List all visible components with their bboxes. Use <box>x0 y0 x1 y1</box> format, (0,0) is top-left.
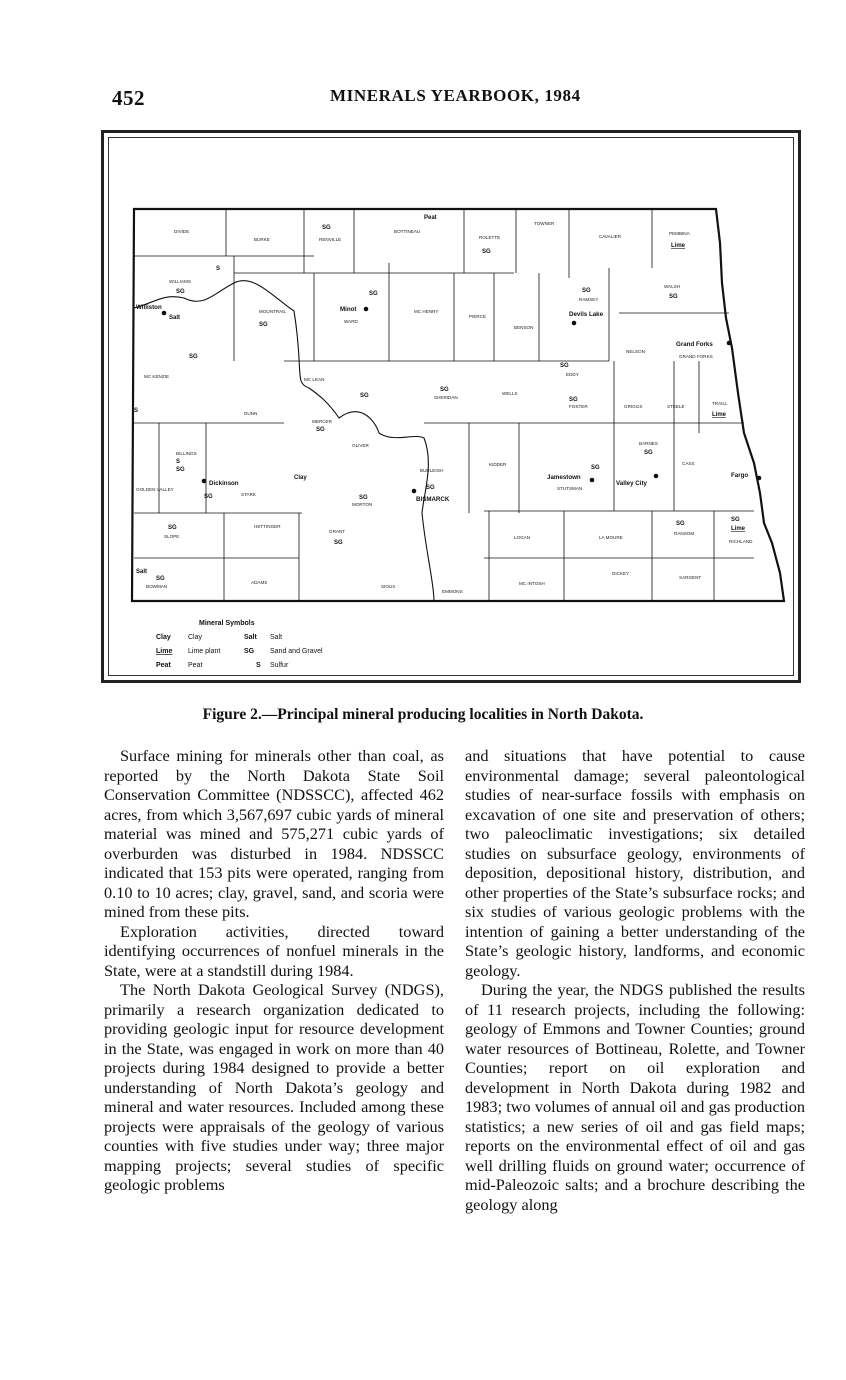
symbol-sg-mclean: SG <box>360 393 369 399</box>
symbol-sg-sheridan: SG <box>440 387 449 393</box>
county-foster: FOSTER <box>569 404 588 409</box>
symbol-salt-bowman: Salt <box>136 569 148 575</box>
county-mckenzie: MC KENZIE <box>144 374 170 379</box>
symbol-sg-rolette: SG <box>482 249 491 255</box>
symbol-sg-ramsey: SG <box>582 288 591 294</box>
city-marker-fargo <box>757 476 762 481</box>
county-bottineau: BOTTINEAU <box>394 229 421 234</box>
county-towner: TOWNER <box>534 221 555 226</box>
county-grant: GRANT <box>329 529 346 534</box>
county-traill: TRAILL <box>712 401 728 406</box>
county-richland: RICHLAND <box>729 539 753 544</box>
legend-label-clay: Clay <box>188 634 203 641</box>
state-outline <box>132 209 784 601</box>
symbol-clay-morton: Clay <box>294 475 307 481</box>
legend-label-s: Sulfur <box>270 662 289 669</box>
paragraph: Surface mining for minerals other than coal, as reported by the North Dakota State Soil Conservation Committee (NDSSCC), affected 462 acres, from which 3,567,697 cubic yards of mineral material was mined and 575,271 cubic yards of overburden was disturbed in 1984. NDSSCC indicated that 153 pits were operated, ranging from 0.10 to 10 acres; clay, gravel, sand, and scoria were mined from these pits. <box>104 746 444 921</box>
running-head: MINERALS YEARBOOK, 1984 <box>330 86 581 105</box>
county-ransom: RANSOM <box>674 531 695 536</box>
county-dickey: DICKEY <box>612 571 630 576</box>
symbol-sg-foster: SG <box>569 397 578 403</box>
county-billings: BILLINGS <box>176 451 197 456</box>
symbol-sg-stark: SG <box>204 494 213 500</box>
paragraph: Exploration activities, directed toward identifying occurrences of nonfuel minerals in the State, were at a standstill during 1984. <box>104 921 444 980</box>
county-golden-valley: GOLDEN VALLEY <box>136 487 174 492</box>
county-walsh: WALSH <box>664 284 681 289</box>
city-fargo: Fargo <box>731 472 749 479</box>
symbol-sg-ward: SG <box>369 291 378 297</box>
county-steele: STEELE <box>667 404 685 409</box>
paragraph: During the year, the NDGS published the results of 11 research projects, including the following: geology of Emmons and Towner Counties; ground water resources of Bottineau, Rolette, and Towner Counties; report on oil exploration and development in North Dakota during 1982 and 1983; two volumes of annual oil and gas production statistics; a new series of oil and gas field maps; reports on the environmental effect of oil and gas well drilling fluids on ground water; occurrence of mid-Paleozoic salts; and a brochure describing the geology along <box>465 980 805 1214</box>
county-wells: WELLS <box>502 391 518 396</box>
legend-label-lime: Lime plant <box>188 648 221 655</box>
county-eddy: EDDY <box>566 372 579 377</box>
city-jamestown: Jamestown <box>547 474 581 481</box>
county-mclean: MC LEAN <box>304 377 325 382</box>
city-marker-williston <box>162 311 167 316</box>
legend <box>156 620 323 669</box>
legend-label-sg: Sand and Gravel <box>270 648 323 655</box>
symbol-peat-bottineau: Peat <box>424 215 437 221</box>
county-ramsey: RAMSEY <box>579 297 599 302</box>
page-number: 452 <box>112 86 145 110</box>
symbol-sg-burleigh: SG <box>426 485 435 491</box>
county-nelson: NELSON <box>626 349 645 354</box>
county-pierce: PIERCE <box>469 314 487 319</box>
county-burleigh: BURLEIGH <box>420 468 444 473</box>
city-grand-forks: Grand Forks <box>676 341 713 348</box>
paragraph: and situations that have potential to cause environmental damage; several paleontological studies of near-surface fossils with emphasis on excavation of one site and preservation of others; two paleoclimatic investigations; six detailed studies on subsurface geology, environments of deposition, depositional history, distribution, and other properties of the State’s subsurface rocks; and six studies of various geologic problems with the intention of gaining a better understanding of the State’s geologic history, landforms, and economic geology. <box>465 746 805 980</box>
legend-symbol-peat: Peat <box>156 662 171 669</box>
county-burke: BURKE <box>254 237 270 242</box>
county-barnes: BARNES <box>639 441 658 446</box>
county-renville: RENVILLE <box>319 237 342 242</box>
symbol-sg-renville: SG <box>322 225 331 231</box>
legend-title: Mineral Symbols <box>199 620 255 627</box>
symbol-sg-ransom: SG <box>676 521 685 527</box>
city-williston: Williston <box>136 304 162 311</box>
county-hettinger: HETTINGER <box>254 524 281 529</box>
legend-symbol-lime: Lime <box>156 648 173 655</box>
county-mcintosh: MC INTOSH <box>519 581 545 586</box>
symbol-sg-richland: SG <box>731 517 740 523</box>
symbol-sg-williams: SG <box>176 289 185 295</box>
symbol-sg-barnes: SG <box>644 450 653 456</box>
county-emmons: EMMONS <box>442 589 463 594</box>
city-marker-devils-lake <box>572 321 577 326</box>
city-bismarck: BISMARCK <box>416 496 450 503</box>
county-logan: LOGAN <box>514 535 531 540</box>
legend-label-salt: Salt <box>270 634 283 641</box>
county-stark: STARK <box>241 492 256 497</box>
figure-frame <box>101 130 801 683</box>
figure-caption: Figure 2.—Principal mineral producing localities in North Dakota. <box>202 706 644 723</box>
city-marker-minot <box>364 307 369 312</box>
county-sargent: SARGENT <box>679 575 702 580</box>
county-williams: WILLIAMS <box>169 279 191 284</box>
city-marker-jamestown <box>590 478 595 483</box>
city-valley-city: Valley City <box>616 480 647 487</box>
city-devils-lake: Devils Lake <box>569 311 604 318</box>
symbol-sg-eddy: SG <box>560 363 569 369</box>
city-marker-grand-forks <box>727 341 732 346</box>
city-minot: Minot <box>340 306 357 313</box>
symbol-sg-slope: SG <box>168 525 177 531</box>
county-adams: ADAMS <box>251 580 268 585</box>
body-column-right <box>465 746 805 1214</box>
legend-symbol-clay: Clay <box>156 634 171 641</box>
symbol-sg-mountrail: SG <box>259 322 268 328</box>
county-cass: CASS <box>682 461 695 466</box>
symbol-sg-morton: SG <box>359 495 368 501</box>
county-morton: MORTON <box>352 502 373 507</box>
legend-label-peat: Peat <box>188 662 203 669</box>
symbol-lime-traill: Lime <box>712 412 727 418</box>
county-stutsman: STUTSMAN <box>557 486 583 491</box>
symbol-sg-grant: SG <box>334 540 343 546</box>
county-slope: SLOPE <box>164 534 180 539</box>
symbol-lime-richland: Lime <box>731 526 746 532</box>
county-griggs: GRIGGS <box>624 404 643 409</box>
missouri-river <box>134 281 434 601</box>
symbol-sg-stutsman: SG <box>591 465 600 471</box>
symbol-sg-mckenzie: SG <box>189 354 198 360</box>
county-mountrail: MOUNTRAIL <box>259 309 287 314</box>
county-sioux: SIOUX <box>381 584 396 589</box>
symbol-s-mckenzie: S <box>134 408 139 414</box>
north-dakota-map <box>104 133 798 680</box>
county-bowman: BOWMAN <box>146 584 168 589</box>
symbol-sg-billings: SG <box>176 467 185 473</box>
symbol-lime-pembina: Lime <box>671 243 686 249</box>
symbol-sg-mercer: SG <box>316 427 325 433</box>
body-column-left <box>104 746 444 1195</box>
county-oliver: OLIVER <box>352 443 369 448</box>
symbol-sg-walsh: SG <box>669 294 678 300</box>
symbol-salt-williams: Salt <box>169 315 181 321</box>
county-grand-forks: GRAND FORKS <box>679 354 713 359</box>
county-cavalier: CAVALIER <box>599 234 622 239</box>
paragraph: The North Dakota Geological Survey (NDGS), primarily a research organization dedicated to providing geologic input for resource development in the State, was engaged in work on more than 40 projects during 1984 designed to provide a better understanding of North Dakota’s geology and mineral and water resources. Included among these projects were appraisals of the geology of various counties with five studies under way; three major mapping projects; several studies of specific geologic problems <box>104 980 444 1194</box>
legend-symbol-s: S <box>256 662 261 669</box>
county-rolette: ROLETTE <box>479 235 501 240</box>
county-kidder: KIDDER <box>489 462 507 467</box>
city-marker-bismarck <box>412 489 417 494</box>
symbol-s-billings: S <box>176 459 181 465</box>
county-divide: DIVIDE <box>174 229 190 234</box>
legend-symbol-salt: Salt <box>244 634 257 641</box>
city-marker-dickinson <box>202 479 207 484</box>
county-pembina: PEMBINA <box>669 231 690 236</box>
county-mchenry: MC HENRY <box>414 309 439 314</box>
county-sheridan: SHERIDAN <box>434 395 458 400</box>
county-mercer: MERCER <box>312 419 332 424</box>
symbol-sg-bowman: SG <box>156 576 165 582</box>
county-lamoure: LA MOURE <box>599 535 623 540</box>
symbol-s-williams: S <box>216 266 221 272</box>
county-benson: BENSON <box>514 325 534 330</box>
city-dickinson: Dickinson <box>209 480 239 487</box>
county-ward: WARD <box>344 319 358 324</box>
county-dunn: DUNN <box>244 411 258 416</box>
legend-symbol-sg: SG <box>244 648 255 655</box>
city-marker-valley-city <box>654 474 659 479</box>
